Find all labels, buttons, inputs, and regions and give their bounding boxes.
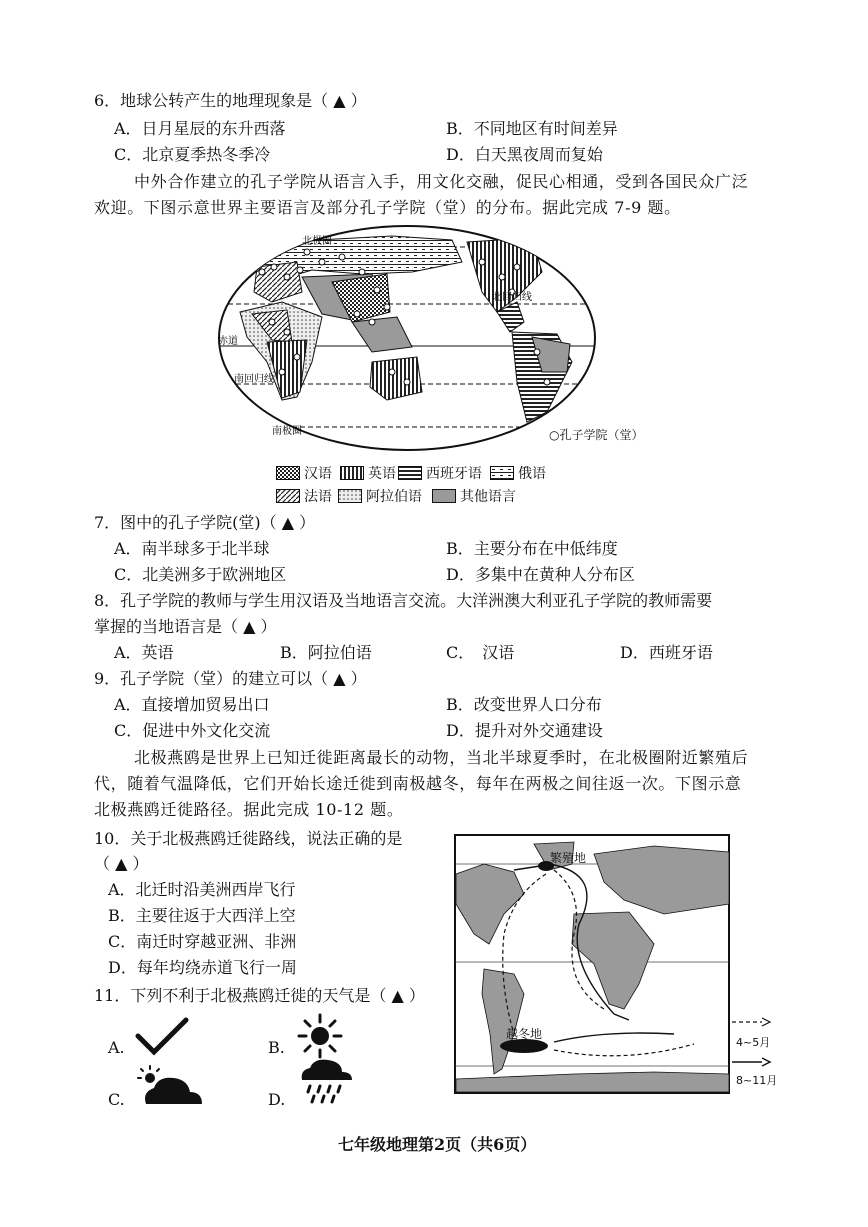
label-tropic-n: 北回归线 xyxy=(492,292,532,303)
q9-option-d[interactable]: D．提升对外交通建设 xyxy=(446,721,603,740)
legend-english: 英语 xyxy=(340,463,396,483)
intro2-line1: 北极燕鸥是世界上已知迁徙距离最长的动物，当北半球夏季时，在北极圈附近繁殖后 xyxy=(134,748,749,767)
legend-arabic: 阿拉伯语 xyxy=(338,486,422,506)
q8-option-b[interactable]: B．阿拉伯语 xyxy=(280,643,372,662)
label-antarctic: 南极圈 xyxy=(272,426,302,437)
legend-chinese: 汉语 xyxy=(276,463,332,483)
q10-option-b[interactable]: B．主要往返于大西洋上空 xyxy=(108,906,296,925)
q10-option-a[interactable]: A．北迁时沿美洲西岸飞行 xyxy=(108,880,296,899)
legend-russian: 俄语 xyxy=(490,463,546,483)
other-swatch-icon xyxy=(432,489,456,503)
solid-arrow-icon xyxy=(732,1056,772,1068)
tern-migration-map xyxy=(454,834,730,1094)
q8-option-a[interactable]: A．英语 xyxy=(114,643,174,662)
q7-option-c[interactable]: C．北美洲多于欧洲地区 xyxy=(114,565,287,584)
label-tropic-s: 南回归线 xyxy=(234,374,274,385)
q6-option-a[interactable]: A．日月星辰的东升西落 xyxy=(114,119,286,138)
legend-north-migration: 4~5月 xyxy=(736,1036,771,1049)
q8-option-c[interactable]: C． 汉语 xyxy=(446,643,515,662)
q8-option-d[interactable]: D．西班牙语 xyxy=(620,643,713,662)
chinese-swatch-icon xyxy=(276,466,300,480)
intro1-line1: 中外合作建立的孔子学院从语言入手，用文化交融，促民心相通，受到各国民众广泛 xyxy=(134,172,749,191)
russian-swatch-icon xyxy=(490,466,514,480)
q9-option-a[interactable]: A．直接增加贸易出口 xyxy=(114,695,270,714)
q7-option-a[interactable]: A．南半球多于北半球 xyxy=(114,539,270,558)
partly-cloudy-icon[interactable] xyxy=(136,1064,208,1108)
label-equator: 赤道 xyxy=(218,336,238,347)
q6-option-c[interactable]: C．北京夏季热冬季冷 xyxy=(114,145,271,164)
legend-south-migration: 8~11月 xyxy=(736,1074,778,1087)
q9-option-c[interactable]: C．促进中外文化交流 xyxy=(114,721,271,740)
world-language-map xyxy=(212,222,602,454)
q9-stem: 9．孔子学院（堂）的建立可以（ ▲ ） xyxy=(94,669,367,688)
english-swatch-icon xyxy=(340,466,364,480)
q8-stem-line1: 8．孔子学院的教师与学生用汉语及当地语言交流。大洋洲澳大利亚孔子学院的教师需要 xyxy=(94,591,713,610)
check-icon[interactable] xyxy=(134,1016,190,1056)
label-arctic: 北极圈 xyxy=(302,236,332,247)
institute-dot-icon: ○ xyxy=(549,428,560,442)
q11-option-d[interactable]: D. xyxy=(268,1090,286,1109)
q10-option-d[interactable]: D．每年均绕赤道飞行一周 xyxy=(108,958,297,977)
wintering-label: 越冬地 xyxy=(506,1027,543,1041)
legend-spanish: 西班牙语 xyxy=(398,463,482,483)
spanish-swatch-icon xyxy=(398,466,422,480)
q11-option-c[interactable]: C. xyxy=(108,1090,125,1109)
q10-stem-line2: （ ▲ ） xyxy=(94,854,149,873)
q11-option-b[interactable]: B. xyxy=(268,1038,285,1057)
legend-french: 法语 xyxy=(276,486,332,506)
q7-option-b[interactable]: B．主要分布在中低纬度 xyxy=(446,539,618,558)
q10-option-c[interactable]: C．南迁时穿越亚洲、非洲 xyxy=(108,932,297,951)
french-swatch-icon xyxy=(276,489,300,503)
q8-stem-line2: 掌握的当地语言是（ ▲ ） xyxy=(94,617,277,636)
q11-stem: 11．下列不利于北极燕鸥迁徙的天气是（ ▲ ） xyxy=(94,986,425,1005)
q6-stem: 6．地球公转产生的地理现象是（ ▲ ） xyxy=(94,91,367,110)
intro2-line2: 代，随着气温降低，它们开始长途迁徙到南极越冬，每年在两极之间往返一次。下图示意 xyxy=(94,774,742,793)
q10-stem-line1: 10．关于北极燕鸥迁徙路线，说法正确的是 xyxy=(94,829,403,848)
q9-option-b[interactable]: B．改变世界人口分布 xyxy=(446,695,602,714)
dashed-arrow-icon xyxy=(732,1016,772,1028)
intro1-line2: 欢迎。下图示意世界主要语言及部分孔子学院（堂）的分布。据此完成 7-9 题。 xyxy=(94,198,681,217)
q7-option-d[interactable]: D．多集中在黄种人分布区 xyxy=(446,565,635,584)
q6-option-b[interactable]: B．不同地区有时间差异 xyxy=(446,119,618,138)
sunny-icon[interactable] xyxy=(296,1012,344,1060)
page-footer: 七年级地理第2页（共6页） xyxy=(338,1135,537,1154)
q6-option-d[interactable]: D．白天黑夜周而复始 xyxy=(446,145,603,164)
rain-icon[interactable] xyxy=(296,1058,354,1106)
intro2-line3: 北极燕鸥迁徙路径。据此完成 10-12 题。 xyxy=(94,800,404,819)
q11-option-a[interactable]: A. xyxy=(108,1038,125,1057)
breeding-label: 繁殖地 xyxy=(550,851,587,865)
legend-other: 其他语言 xyxy=(432,486,516,506)
arabic-swatch-icon xyxy=(338,489,362,503)
q7-stem: 7．图中的孔子学院(堂)（ ▲ ） xyxy=(94,513,316,532)
institute-legend: ○孔子学院（堂） xyxy=(549,428,644,442)
